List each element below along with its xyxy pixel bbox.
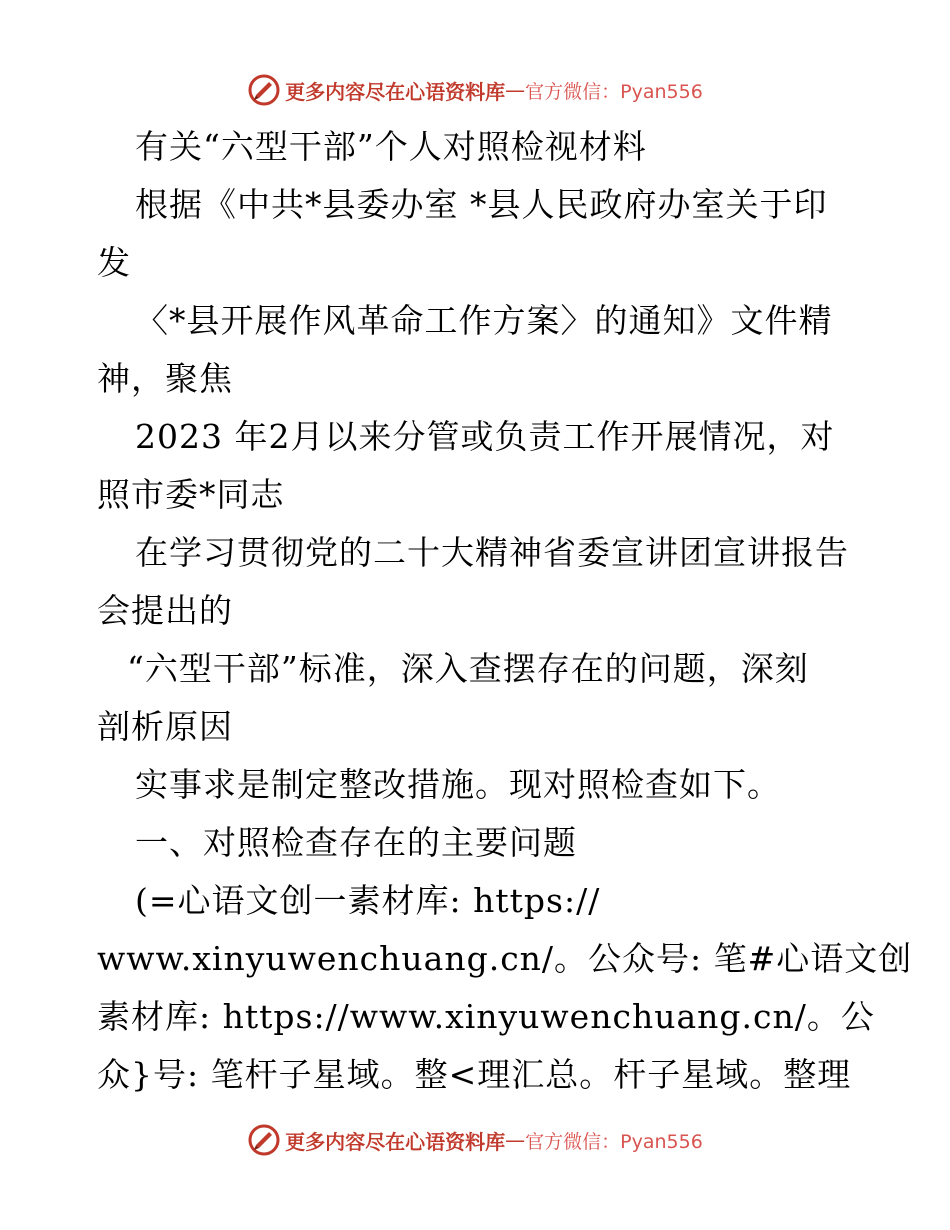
watermark-header — [0, 70, 950, 110]
paragraph-line: “六型干部”标准，深入查摆存在的问题，深刻 — [127, 649, 809, 688]
paragraph-line: 实事求是制定整改措施。现对照检查如下。 — [135, 765, 781, 804]
paragraph-line: 剖析原因 — [97, 707, 233, 746]
paragraph-line: 〈*县开展作风革命工作方案〉的通知》文件精 — [135, 301, 833, 340]
brand-logo-icon — [247, 1123, 281, 1157]
paragraph-line: 神，聚焦 — [97, 359, 233, 398]
paragraph-line: 素材库: https://www.xinyuwenchuang.cn/。公 — [97, 997, 875, 1036]
paragraph-line: 会提出的 — [97, 591, 233, 630]
paragraph-line: 根据《中共*县委办室 *县人民政府办室关于印 — [135, 185, 828, 224]
document-body — [97, 118, 913, 1104]
watermark-separator: — — [505, 78, 526, 102]
watermark-separator: — — [505, 1128, 526, 1152]
paragraph-line: 在学习贯彻党的二十大精神省委宣讲团宣讲报告 — [135, 533, 849, 572]
watermark-wechat-text: 官方微信：Pyan556 — [525, 1130, 703, 1153]
section-heading: 一、对照检查存在的主要问题 — [135, 823, 577, 862]
watermark-footer — [0, 1120, 950, 1160]
paragraph-line: (=心语文创一素材库: https:// — [135, 881, 601, 920]
watermark-brand-text: 更多内容尽在心语资料库 — [285, 79, 506, 104]
paragraph-line: 众}号: 笔杆子星域。整<理汇总。杆子星域。整理 — [97, 1055, 852, 1094]
paragraph-line: 发 — [97, 243, 131, 282]
brand-logo-icon — [247, 73, 281, 107]
watermark-wechat-text: 官方微信：Pyan556 — [525, 80, 703, 103]
paragraph-line: 2023 年2月以来分管或负责工作开展情况，对 — [135, 417, 835, 456]
paragraph-line: 照市委*同志 — [97, 475, 285, 514]
document-title: 有关“六型干部”个人对照检视材料 — [135, 127, 647, 166]
paragraph-line: www.xinyuwenchuang.cn/。公众号: 笔#心语文创 — [97, 939, 913, 978]
watermark-brand-text: 更多内容尽在心语资料库 — [285, 1129, 506, 1154]
